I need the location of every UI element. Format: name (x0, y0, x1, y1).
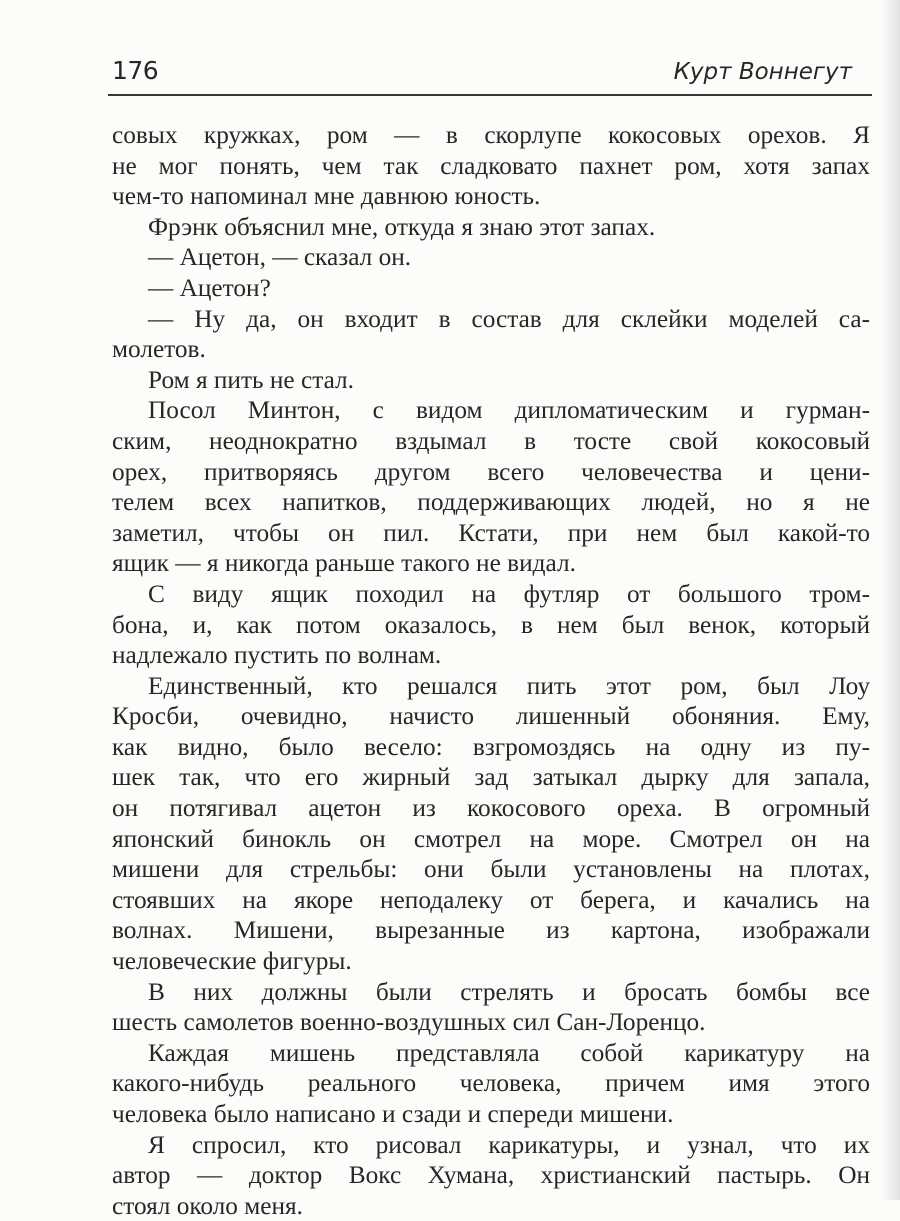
text-line: В них должны были стрелять и бросать бомбы все (148, 977, 870, 1006)
page-edge-shadow (882, 0, 900, 1200)
text-line: заметил, чтобы он пил. Кстати, при нем был какой-то (112, 518, 870, 547)
text-line: бона, и, как потом оказалось, в нем был венок, который (112, 610, 870, 639)
text-line: Единственный, кто решался пить этот ром, был Лоу (148, 671, 870, 700)
text-line: ским, неоднократно вздымал в тосте свой кокосовый (112, 426, 870, 455)
text-line: чем-то напоминал мне давнюю юность. (112, 182, 541, 211)
page-header (108, 52, 872, 96)
text-line: — Ацетон? (148, 273, 271, 302)
text-line: Посол Минтон, с видом дипломатическим и гурман- (148, 396, 870, 425)
text-line: человеческие фигуры. (112, 947, 352, 976)
text-line: он потягивал ацетон из кокосового ореха. В огромный (112, 794, 870, 823)
body-text (112, 120, 870, 1221)
text-line: японский бинокль он смотрел на море. Смотрел он на (112, 824, 870, 853)
text-line: мишени для стрельбы: они были установлены на плотах, (112, 855, 870, 884)
text-line: надлежало пустить по волнам. (112, 641, 442, 670)
text-line: стоял около меня. (112, 1191, 303, 1220)
text-line: орех, притворяясь другом всего человечества и цени- (112, 457, 870, 486)
running-head-author: Курт Воннегут (673, 59, 852, 85)
text-line: Каждая мишень представляла собой карикатуру на (148, 1038, 870, 1067)
text-line: автор — доктор Вокс Хумана, христианский пастырь. Он (112, 1161, 870, 1190)
header-rule (108, 94, 872, 96)
text-line: шесть самолетов военно-воздушных сил Сан-Лоренцо. (112, 1008, 706, 1037)
text-line: шек так, что его жирный зад затыкал дырку для запала, (112, 763, 870, 792)
text-line: как видно, было весело: взгромоздясь на одну из пу- (112, 732, 870, 761)
text-line: — Ацетон, — сказал он. (148, 243, 412, 272)
text-line: Я спросил, кто рисовал карикатуры, и узнал, что их (148, 1130, 870, 1159)
text-line: какого-нибудь реального человека, причем имя этого (112, 1069, 870, 1098)
text-line: Кросби, очевидно, начисто лишенный обоняния. Ему, (112, 702, 870, 731)
text-line: телем всех напитков, поддерживающих людей, но я не (112, 488, 870, 517)
text-line: совых кружках, ром — в скорлупе кокосовых орехов. Я (112, 121, 870, 149)
page-number: 176 (112, 56, 159, 85)
text-line: — Ну да, он входит в состав для склейки моделей са- (148, 304, 870, 333)
text-line: человека было написано и сзади и спереди мишени. (112, 1100, 674, 1128)
text-line: не мог понять, чем так сладковато пахнет ром, хотя запах (112, 151, 870, 180)
text-line: стоявших на якоре неподалеку от берега, и качались на (112, 885, 870, 914)
text-line: волнах. Мишени, вырезанные из картона, изображали (112, 916, 870, 945)
text-line: С виду ящик походил на футляр от большого тром- (148, 579, 870, 608)
text-line: ящик — я никогда раньше такого не видал. (112, 549, 576, 578)
text-line: молетов. (112, 335, 206, 364)
text-line: Фрэнк объяснил мне, откуда я знаю этот запах. (148, 212, 656, 241)
text-line: Ром я пить не стал. (148, 365, 354, 394)
